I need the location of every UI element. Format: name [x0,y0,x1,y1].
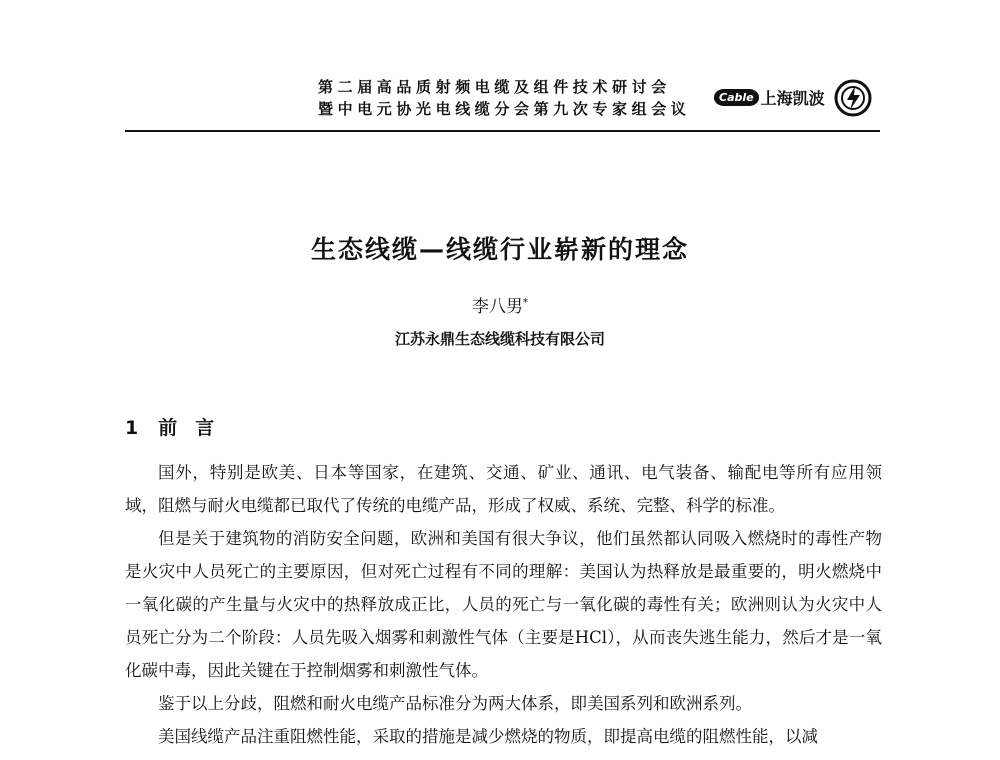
section-title: 前言 [158,417,233,439]
conference-title-line2: 暨中电元协光电线缆分会第九次专家组会议 [318,100,691,118]
sponsor-logo [714,84,825,110]
header-divider [125,130,880,132]
logo-badge: Cable [714,89,759,106]
body-text [125,456,882,753]
section-heading [125,413,232,440]
paragraph: 美国线缆产品注重阻燃性能，采取的措施是减少燃烧的物质，即提高电缆的阻燃性能，以减 [158,727,818,746]
paragraph: 但是关于建筑物的消防安全问题，欧洲和美国有很大争议，他们虽然都认同吸入燃烧时的毒性产物是火灾中人员死亡的主要原因，但对死亡过程有不同的理解：美国认为热释放是最重要的，明火燃烧中一氧化碳的产生量与火灾中的热释放成正比，人员的死亡与一氧化碳的毒性有关；欧洲则认为火灾中人员死亡分为二个阶段：人员先吸入烟雾和刺激性气体（主要是HCl），从而丧失逃生能力，然后才是一氧化碳中毒，因此关键在于控制烟雾和刺激性气体。 [125,529,882,680]
lightning-emblem-icon [833,78,873,118]
author-name: 李八男 [472,297,523,317]
paragraph: 鉴于以上分歧，阻燃和耐火电缆产品标准分为两大体系，即美国系列和欧洲系列。 [158,694,752,713]
author-affiliation: 江苏永鼎生态线缆科技有限公司 [394,330,605,348]
conference-title-line1: 第二届高品质射频电缆及组件技术研讨会 [318,78,671,96]
author-footnote-mark: * [523,297,528,309]
section-number: 1 [125,417,139,439]
paper-title: 生态线缆—线缆行业崭新的理念 [310,235,689,264]
logo-name: 上海凯波 [760,88,825,108]
paragraph: 国外，特别是欧美、日本等国家，在建筑、交通、矿业、通讯、电气装备、输配电等所有应用领域，阻燃与耐火电缆都已取代了传统的电缆产品，形成了权威、系统、完整、科学的标准。 [125,463,882,515]
author [0,292,1000,317]
